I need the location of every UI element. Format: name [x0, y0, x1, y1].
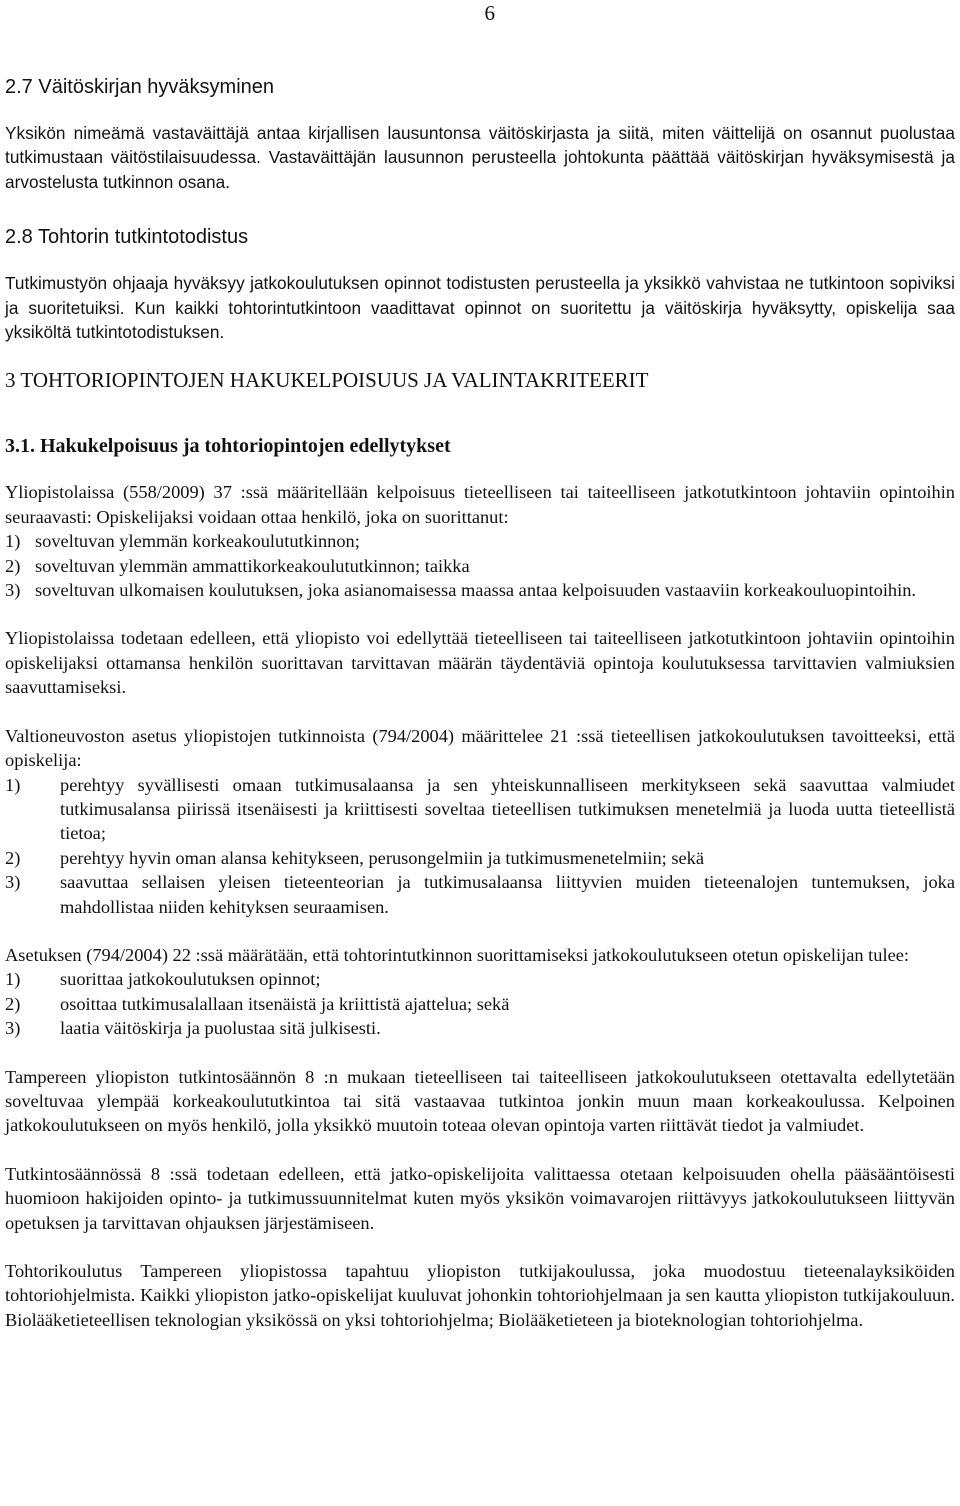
- section-2-7: [5, 75, 955, 194]
- chapter-heading-3: 3 TOHTORIOPINTOJEN HAKUKELPOISUUS JA VALINTAKRITEERIT: [5, 368, 649, 393]
- page-number: 6: [484, 1, 495, 25]
- list-item: [5, 529, 955, 553]
- paragraph-degree-regulations: Tampereen yliopiston tutkintosäännön 8 :n mukaan tieteelliseen tai taiteelliseen jatkokoulutukseen otettavalta edellytetään soveltuvaa ylempää korkeakoulututkintoa tai sitä vastaavaa tutkintoa jonkin muun maan korkeakoulussa. Kelpoinen jatkokoulutukseen on myös henkilö, jolla yksikkö muutoin toteaa olevan opintoja varten riittävät tiedot ja valmiudet.: [5, 1066, 955, 1136]
- paragraph-supplementary-studies: Yliopistolaissa todetaan edelleen, että yliopisto voi edellyttää tieteelliseen tai taiteelliseen jatkotutkintoon johtaviin opintoihin opiskelijaksi ottamansa henkilön suorittavan tarvittavan määrän täydentäviä opintoja koulutuksessa tarvittavien valmiuksien saavuttamiseksi.: [5, 628, 955, 698]
- list-text: perehtyy hyvin oman alansa kehitykseen, perusongelmiin ja tutkimusmenetelmiin; sekä: [60, 847, 705, 868]
- list-item: [5, 846, 955, 870]
- list-number: 3): [5, 580, 21, 601]
- paragraph-lead: Yliopistolaissa (558/2009) 37 :ssä määritellään kelpoisuus tieteelliseen tai taiteelliseen jatkotutkintoon johtaviin opintoihin seuraavasti: Opiskelijaksi voidaan ottaa henkilö, joka on suorittanut:: [5, 482, 955, 527]
- list-item: [5, 578, 955, 602]
- list-item: [5, 554, 955, 578]
- paragraph-selection: Tutkintosäännössä 8 :ssä todetaan edelleen, että jatko-opiskelijoita valittaessa otetaan kelpoisuuden ohella pääsääntöisesti huomioon hakijoiden opinto- ja tutkimussuunnitelmat kuten myös yksikön voimavarojen riittävyys jatkokoulutukseen liittyvän opetuksen ja tarvittavan ohjauksen järjestämiseen.: [5, 1163, 955, 1233]
- list-text: soveltuvan ylemmän ammattikorkeakoulututkinnon; taikka: [35, 555, 470, 576]
- list-number: 2): [5, 993, 21, 1014]
- list-text: soveltuvan ylemmän korkeakoulututkinnon;: [35, 531, 360, 552]
- list-text: perehtyy syvällisesti omaan tutkimusalaansa ja sen yhteiskunnalliseen merkitykseen sekä saavuttaa valmiudet tutkimusalansa piirissä itsenäisesti ja kriittisesti soveltaa tieteellisen tutkimuksen menetelmiä ja luoda uutta tieteellistä tietoa;: [60, 774, 955, 844]
- list-number: 1): [5, 774, 21, 795]
- list-item: [5, 1016, 955, 1040]
- paragraph-lead: Asetuksen (794/2004) 22 :ssä määrätään, että tohtorintutkinnon suorittamiseksi jatkokoulutukseen otetun opiskelijan tulee:: [5, 944, 910, 965]
- paragraph-doctoral-programme: Tohtorikoulutus Tampereen yliopistossa tapahtuu yliopiston tutkijakoulussa, joka muodostuu tieteenalayksiköiden tohtoriohjelmista. Kaikki yliopiston jatko-opiskelijat kuuluvat johonkin tohtoriohjelmaan ja sen kautta yliopiston tutkijakouluun. Biolääketieteellisen teknologian yksikössä on yksi tohtoriohjelma; Biolääketieteen ja bioteknologian tohtoriohjelma.: [5, 1261, 955, 1330]
- list-number: 3): [5, 872, 21, 893]
- paragraph-2-7: Yksikön nimeämä vastaväittäjä antaa kirjallisen lausuntonsa väitöskirjasta ja siitä, miten väittelijä on osannut puolustaa tutkimustaan väitöstilaisuudessa. Vastaväittäjän lausunnon perusteella johtokunta päättää väitöskirjan hyväksymisestä ja arvostelusta tutkinnon osana.: [5, 123, 955, 192]
- paragraph-goals: [5, 724, 955, 919]
- section-heading-2-7: 2.7 Väitöskirjan hyväksyminen: [5, 76, 275, 98]
- list-text: saavuttaa sellaisen yleisen tieteenteorian ja tutkimusalaansa liittyvien muiden tieteenalojen tuntemuksen, joka mahdollistaa niiden kehityksen seuraamisen.: [60, 872, 955, 917]
- list-text: laatia väitöskirja ja puolustaa sitä julkisesti.: [60, 1018, 381, 1039]
- list-item: [5, 870, 955, 919]
- list-item: [5, 967, 955, 991]
- section-heading-3-1: 3.1. Hakukelpoisuus ja tohtoriopintojen edellytykset: [5, 435, 451, 458]
- goals-list: [5, 773, 955, 919]
- list-text: osoittaa tutkimusalallaan itsenäistä ja kriittistä ajattelua; sekä: [60, 993, 510, 1014]
- list-number: 1): [5, 969, 21, 990]
- list-text: suorittaa jatkokoulutuksen opinnot;: [60, 969, 321, 990]
- list-item: [5, 773, 955, 846]
- section-heading-2-8: 2.8 Tohtorin tutkintotodistus: [5, 226, 249, 249]
- list-item: [5, 992, 955, 1016]
- list-number: 1): [5, 531, 21, 552]
- paragraph-requirements: [5, 943, 955, 1041]
- eligibility-list: [5, 529, 955, 602]
- document-body: [5, 72, 955, 1356]
- list-number: 2): [5, 555, 21, 576]
- paragraph-lead: Valtioneuvoston asetus yliopistojen tutkinnoista (794/2004) määrittelee 21 :ssä tieteellisen jatkokoulutuksen tavoitteeksi, että opiskelija:: [5, 725, 955, 771]
- list-text: soveltuvan ulkomaisen koulutuksen, joka asianomaisessa maassa antaa kelpoisuuden vastaaviin korkeakouluopintoihin.: [35, 580, 917, 601]
- paragraph-eligibility: [5, 480, 955, 602]
- list-number: 2): [5, 847, 21, 868]
- list-number: 3): [5, 1018, 21, 1039]
- paragraph-2-8: Tutkimustyön ohjaaja hyväksyy jatkokoulutuksen opinnot todistusten perusteella ja yksikkö vahvistaa ne tutkintoon sopiviksi ja suoritetuiksi. Kun kaikki tohtorintutkintoon vaadittavat opinnot on suoritettu ja väitöskirja hyväksytty, opiskelija saa yksiköltä tutkintotodistuksen.: [5, 273, 955, 343]
- requirements-list: [5, 967, 955, 1040]
- section-2-8: [5, 225, 955, 344]
- section-3-1: [5, 434, 955, 1332]
